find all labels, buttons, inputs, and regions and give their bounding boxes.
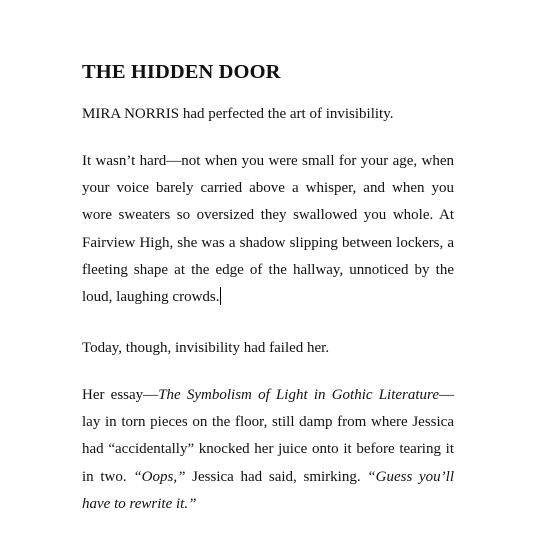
paragraph-description-text: It wasn’t hard—not when you were small for your age, when your voice barely carried above a whisper, and when you wore sweaters so oversized they swallowed you whole. At Fairview High, she was a shadow slipping between lockers, a fleeting shape at the edge of the hallway, unnoticed by the loud, laughing crowds.: [82, 153, 454, 306]
paragraph-essay: [82, 382, 454, 518]
paragraph-opening: MIRA NORRIS had perfected the art of invisibility.: [82, 106, 394, 122]
paragraph-transition: Today, though, invisibility had failed her.: [82, 340, 330, 356]
dialogue-oops: “Oops,”: [133, 468, 186, 485]
paragraph-description: [82, 148, 454, 311]
essay-title-italic: The Symbolism of Light in Gothic Literature: [158, 387, 439, 403]
essay-middle-text: —lay in torn pieces on the floor, still damp from where Jessica had “accidentally” knocked her juice onto it before tearing it in two.: [82, 387, 454, 485]
dialogue-rewrite: “Guess you’ll have to rewrite it.”: [82, 468, 454, 512]
text-cursor: [220, 287, 221, 305]
essay-intro-text: Her essay—: [82, 387, 159, 403]
document-body[interactable]: [82, 58, 454, 512]
essay-middle-text-2: Jessica had said, smirking.: [185, 468, 368, 485]
document-title: THE HIDDEN DOOR: [82, 61, 281, 83]
